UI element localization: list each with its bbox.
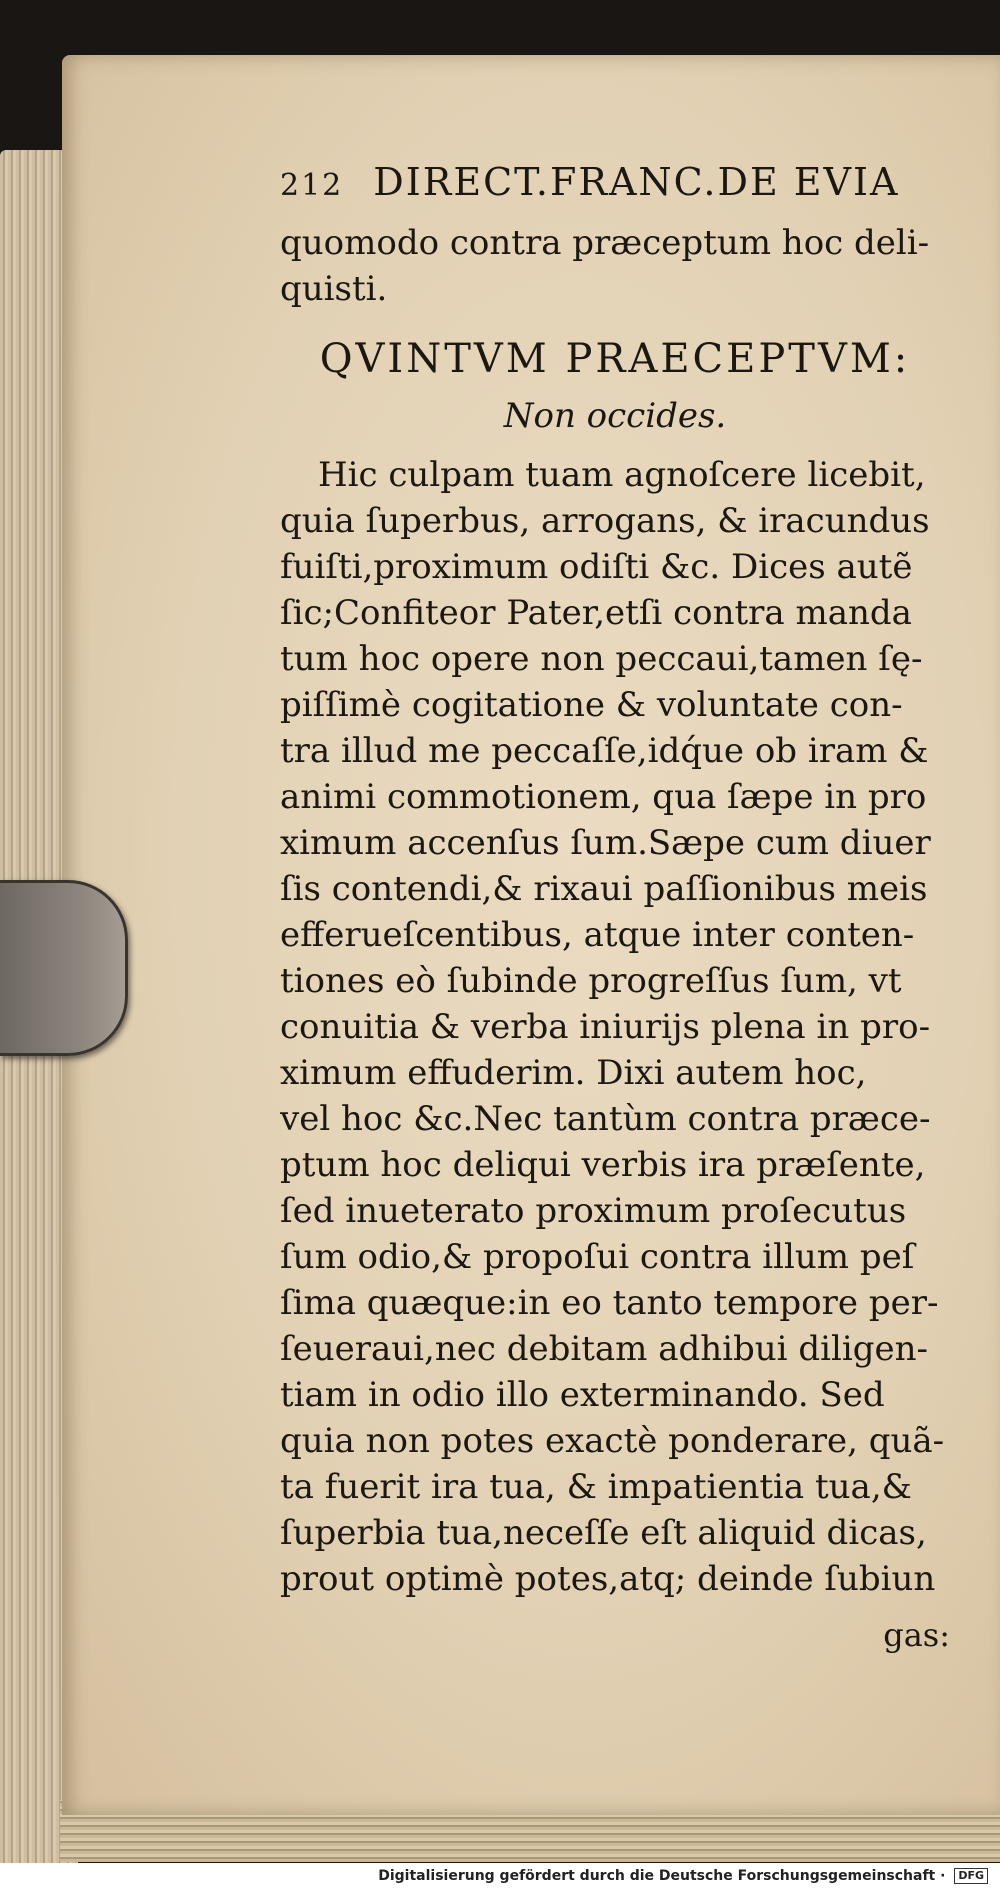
- digitization-footer: [0, 1863, 1000, 1889]
- text-line: ſed inueterato proximum proſecutus: [280, 1191, 907, 1231]
- section-subheading: Non occides.: [503, 396, 727, 436]
- running-head: [280, 160, 950, 220]
- text-line: quomodo contra præceptum hoc deli-: [280, 223, 930, 263]
- text-line: ſic;Confiteor Pater,etſi contra manda: [280, 593, 912, 633]
- footer-text: Digitalisierung gefördert durch die Deutsche Forschungsgemeinschaft ·: [378, 1868, 946, 1884]
- text-line: tra illud me peccaſſe,idq́ue ob iram &: [280, 731, 929, 771]
- page-text: [280, 160, 950, 1662]
- text-line: quia non potes exactè ponderare, quã-: [280, 1421, 945, 1461]
- text-line: ptum hoc deliqui verbis ira præſente,: [280, 1145, 926, 1185]
- text-line: ſum odio,& propoſui contra illum peſ: [280, 1237, 915, 1277]
- catchword: gas:: [883, 1616, 950, 1654]
- text-line: ximum effuderim. Dixi autem hoc,: [280, 1053, 867, 1093]
- section-heading: QVINTVM PRAECEPTVM:: [319, 336, 911, 382]
- text-line: efferueſcentibus, atque inter conten-: [280, 915, 915, 955]
- text-line: ſima quæque:in eo tanto tempore per-: [280, 1283, 939, 1323]
- text-line: quisti.: [280, 269, 388, 309]
- folio-number: 212: [280, 168, 344, 203]
- text-line: tiam in odio illo exterminando. Sed: [280, 1375, 885, 1415]
- text-line: ta fuerit ira tua, & impatientia tua,&: [280, 1467, 912, 1507]
- text-line: quia ſuperbus, arrogans, & iracundus: [280, 501, 930, 541]
- text-line: Hic culpam tuam agnoſcere licebit,: [318, 455, 926, 495]
- text-line: tiones eò ſubinde progreſſus ſum, vt: [280, 961, 902, 1001]
- running-head-title: DIRECT.FRANC.DE EVIA: [373, 160, 900, 204]
- text-line: prout optimè potes,atq; deinde ſubiun: [280, 1559, 936, 1599]
- text-line: conuitia & verba iniurijs plena in pro-: [280, 1007, 931, 1047]
- text-line: fuiſti,proximum odiſti &c. Dices autẽ: [280, 547, 913, 587]
- text-line: vel hoc &c.Nec tantùm contra præce-: [280, 1099, 931, 1139]
- dfg-logo: DFG: [954, 1868, 988, 1884]
- text-line: tum hoc opere non peccaui,tamen ſę-: [280, 639, 923, 679]
- page-clip: [0, 880, 128, 1056]
- text-line: ſuperbia tua,neceſſe eſt aliquid dicas,: [280, 1513, 927, 1553]
- text-line: ximum accenſus ſum.Sæpe cum diuer: [280, 823, 931, 863]
- text-line: ſis contendi,& rixaui paſſionibus meis: [280, 869, 928, 909]
- text-line: animi commotionem, qua ſæpe in pro: [280, 777, 927, 817]
- text-line: ſeueraui,nec debitam adhibui diligen-: [280, 1329, 929, 1369]
- text-line: piſſimè cogitatione & voluntate con-: [280, 685, 903, 725]
